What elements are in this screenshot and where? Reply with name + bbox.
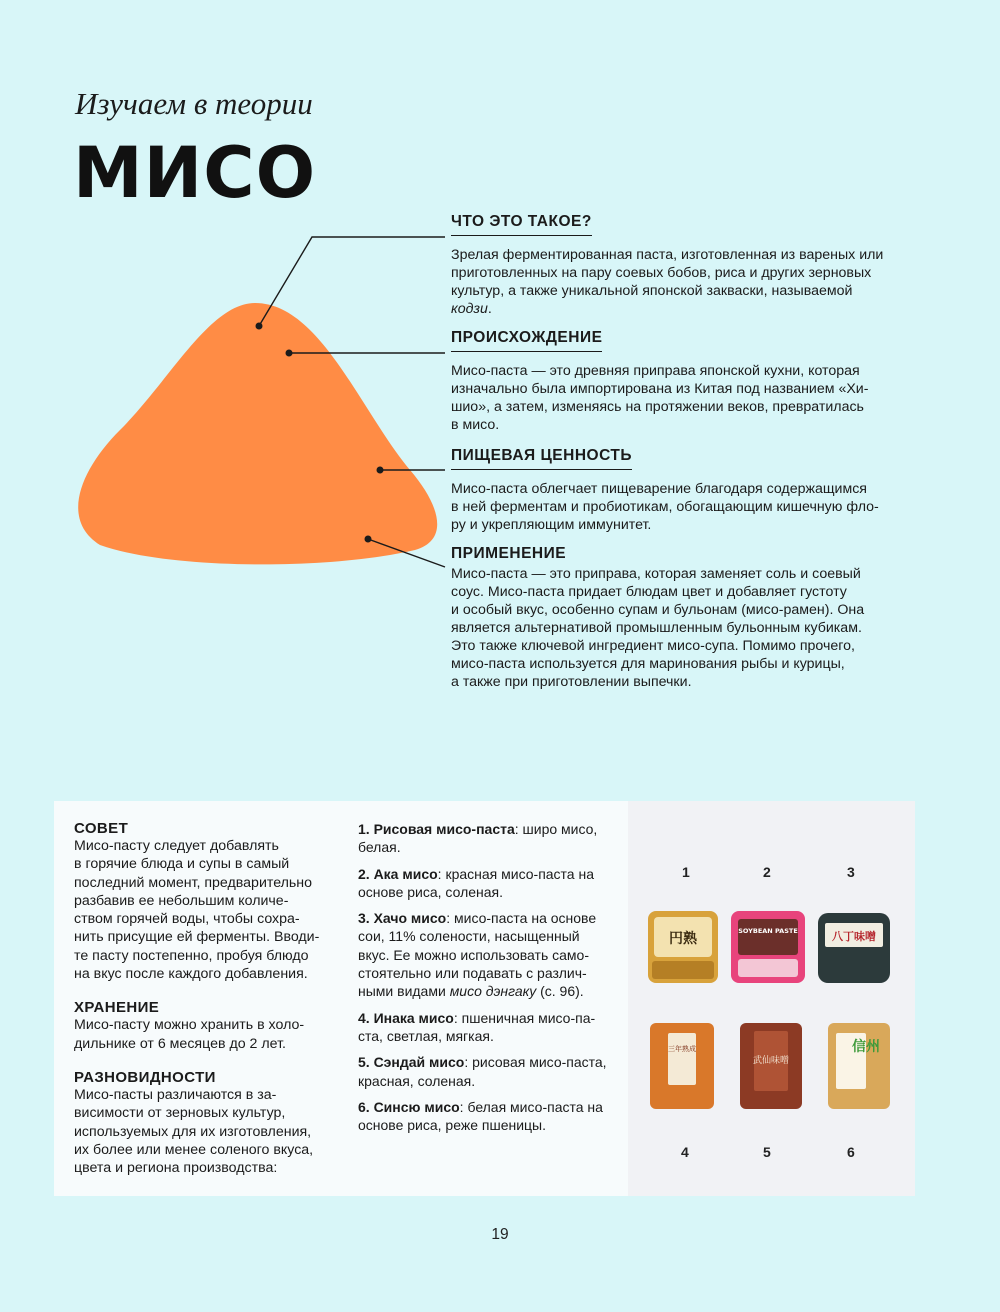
tip-heading: СОВЕТ	[74, 820, 129, 837]
section-nutrition	[451, 447, 911, 534]
package-number-6: 6	[847, 1144, 855, 1160]
package-6	[828, 1023, 890, 1109]
package-3	[818, 913, 890, 983]
section-text: Мисо-паста — это древняя приправа японской кухни, которая изначально была импортирована из Китая под названием «Хи- шио», а затем, изменяясь на протяжении веков, превратилась в мисо.	[451, 363, 869, 433]
package-4-label: 三年熟成	[668, 1045, 696, 1053]
section-heading: ПРИМЕНЕНИЕ	[451, 545, 567, 562]
package-3-label: 八丁味噌	[832, 930, 876, 943]
package-number-2: 2	[763, 864, 771, 880]
section-what-is-it	[451, 213, 911, 318]
miso-mound-shape	[78, 303, 437, 564]
variety-item: 3. Хачо мисо: мисо-паста на основе сои, 11% солености, насыщенный вкус. Ее можно использовать само- стоятельно или подавать с различ- ными видами мисо дэнгаку (с. 96).	[358, 910, 597, 1000]
package-1-label: 円熟	[669, 931, 697, 947]
package-5-label: 武仙味噌	[752, 1056, 790, 1066]
section-origin	[451, 329, 911, 434]
package-2	[731, 911, 805, 983]
section-text: Мисо-паста — это приправа, которая заменяет соль и соевый соус. Мисо-паста придает блюдам цвет и добавляет густоту и особый вкус, особенно супам и бульонам (мисо-рамен). Она является альтернативой промышленным бульонным кубикам. Это также ключевой ингредиент мисо-супа. Помимо прочего, мисо-паста используется для маринования рыбы и курицы, а также при приготовлении выпечки.	[451, 566, 865, 690]
package-number-1: 1	[682, 864, 690, 880]
package-5	[740, 1023, 802, 1109]
tip-text: Мисо-пасту следует добавлять в горячие блюда и супы в самый последний момент, предварительно разбавив ее небольшим количе- ством горячей воды, чтобы сохра- нить присущие ей ферменты. Вводи- те пасту постепенно, пробуя блюдо на вкус после каждого добавления.	[74, 838, 320, 983]
package-number-4: 4	[681, 1144, 689, 1160]
tips-column	[74, 820, 329, 1193]
package-number-5: 5	[763, 1144, 771, 1160]
package-1	[648, 911, 718, 983]
variety-item: 1. Рисовая мисо-паста: широ мисо, белая.	[358, 821, 598, 856]
variety-item: 4. Инака мисо: пшеничная мисо-па- ста, светлая, мягкая.	[358, 1009, 596, 1044]
page-subtitle: Изучаем в теории	[75, 86, 313, 121]
section-text: Мисо-паста облегчает пищеварение благодаря содержащимся в ней ферментам и пробиотикам, обогащающим кишечную фло- ру и укрепляющим иммунитет.	[451, 481, 879, 533]
variety-item: 2. Ака мисо: красная мисо-паста на основе риса, соленая.	[358, 865, 595, 900]
package-number-3: 3	[847, 864, 855, 880]
section-heading: ПИЩЕВАЯ ЦЕННОСТЬ	[451, 447, 632, 470]
section-usage	[451, 545, 911, 691]
tip-heading: ХРАНЕНИЕ	[74, 999, 160, 1017]
tip-text: Мисо-пасту можно хранить в холо- дильнике от 6 месяцев до 2 лет.	[74, 1017, 305, 1052]
miso-packages-photo	[628, 801, 915, 1196]
packages-illustration	[628, 801, 915, 1196]
section-text: Зрелая ферментированная паста, изготовленная из вареных или приготовленных на пару соевых бобов, риса и других зерновых культур, а также уникальной японской закваски, называемой кодзи.	[451, 247, 884, 317]
package-2-label: SOYBEAN PASTE	[738, 927, 798, 935]
package-6-label: 信州	[852, 1039, 880, 1055]
page-number: 19	[491, 1226, 509, 1243]
varieties-column	[358, 820, 608, 1142]
page-title: МИСО	[73, 132, 317, 214]
section-heading: ЧТО ЭТО ТАКОЕ?	[451, 213, 592, 236]
tip-heading: РАЗНОВИДНОСТИ	[74, 1068, 216, 1086]
package-4	[650, 1023, 714, 1109]
section-heading: ПРОИСХОЖДЕНИЕ	[451, 329, 602, 352]
variety-item: 6. Синсю мисо: белая мисо-паста на основе риса, реже пшеницы.	[358, 1098, 603, 1134]
tip-text: Мисо-пасты различаются в за- висимости от зерновых культур, используемых для их изготовления, их более или менее соленого вкуса, цвета и региона производства:	[74, 1086, 314, 1177]
variety-item: 5. Сэндай мисо: рисовая мисо-паста, красная, соленая.	[358, 1054, 607, 1089]
